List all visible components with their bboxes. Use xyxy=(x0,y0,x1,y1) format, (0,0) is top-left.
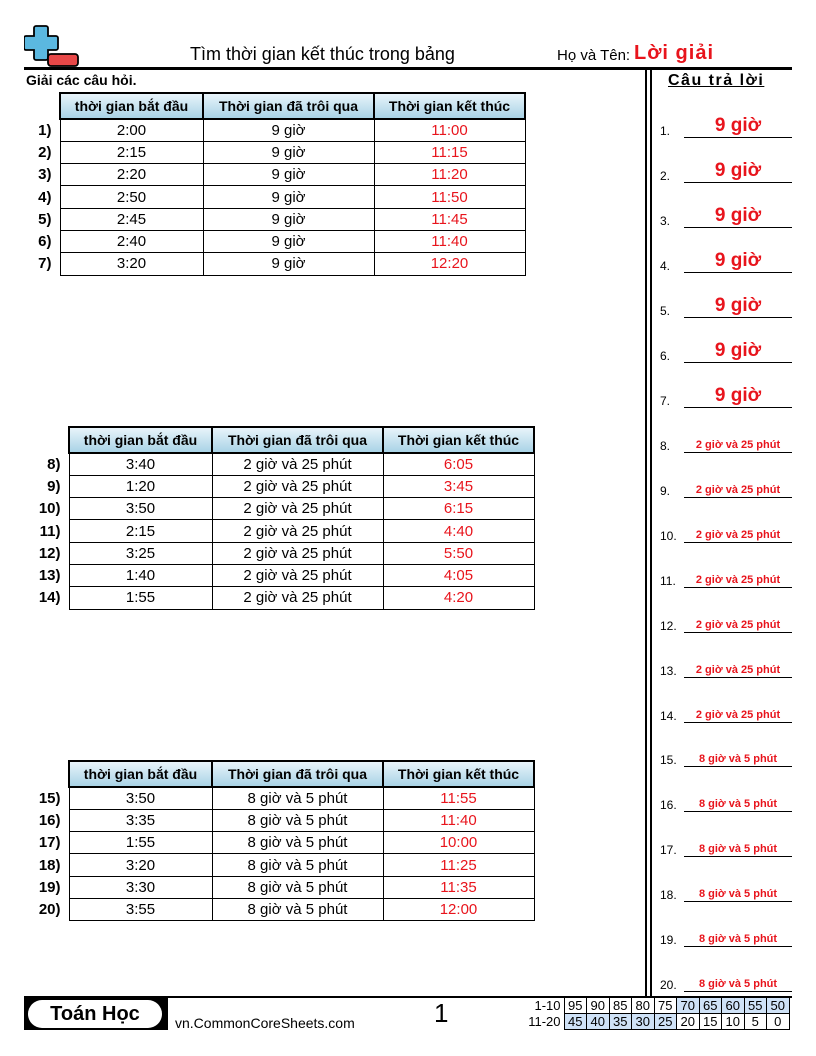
column-header-start: thời gian bắt đầu xyxy=(69,427,212,453)
column-divider xyxy=(650,67,652,997)
answer-line: 17. 8 giờ và 5 phút xyxy=(660,835,792,857)
answer-line: 11. 2 giờ và 25 phút xyxy=(660,566,792,588)
answer-line: 15. 8 giờ và 5 phút xyxy=(660,745,792,767)
table-row: 4) 2:50 9 giờ 11:50 xyxy=(28,186,525,208)
answer-line: 18. 8 giờ và 5 phút xyxy=(660,880,792,902)
answer-line: 2. 9 giờ xyxy=(660,161,792,183)
answer-line: 1. 9 giờ xyxy=(660,116,792,138)
question-table-2 xyxy=(28,426,535,610)
answer-line: 12. 2 giờ và 25 phút xyxy=(660,611,792,633)
score-row: 11-20 45 40 35 30 25 20 15 10 5 0 xyxy=(528,1014,789,1030)
answer-line: 13. 2 giờ và 25 phút xyxy=(660,656,792,678)
answer-line: 4. 9 giờ xyxy=(660,251,792,273)
question-table-1 xyxy=(28,92,526,276)
column-header-end: Thời gian kết thúc xyxy=(383,427,534,453)
table-row: 9) 1:20 2 giờ và 25 phút 3:45 xyxy=(28,475,534,497)
plus-minus-icon xyxy=(24,24,80,68)
column-header-elapsed: Thời gian đã trôi qua xyxy=(203,93,374,119)
answer-line: 20. 8 giờ và 5 phút xyxy=(660,970,792,992)
answer-line: 5. 9 giờ xyxy=(660,296,792,318)
table-row: 13) 1:40 2 giờ và 25 phút 4:05 xyxy=(28,564,534,586)
table-row: 8) 3:40 2 giờ và 25 phút 6:05 xyxy=(28,453,534,475)
table-row: 15) 3:50 8 giờ và 5 phút 11:55 xyxy=(28,787,534,809)
table-row: 14) 1:55 2 giờ và 25 phút 4:20 xyxy=(28,587,534,609)
table-row: 1) 2:00 9 giờ 11:00 xyxy=(28,119,525,141)
column-header-end: Thời gian kết thúc xyxy=(374,93,525,119)
column-header-elapsed: Thời gian đã trôi qua xyxy=(212,427,383,453)
table-row: 20) 3:55 8 giờ và 5 phút 12:00 xyxy=(28,898,534,920)
page-number: 1 xyxy=(434,998,449,1028)
answer-line: 8. 2 giờ và 25 phút xyxy=(660,431,792,453)
column-header-start: thời gian bắt đầu xyxy=(60,93,203,119)
header-divider xyxy=(24,67,792,70)
instructions: Giải các câu hỏi. xyxy=(26,72,137,88)
column-header-end: Thời gian kết thúc xyxy=(383,761,534,787)
column-header-elapsed: Thời gian đã trôi qua xyxy=(212,761,383,787)
table-row: 19) 3:30 8 giờ và 5 phút 11:35 xyxy=(28,876,534,898)
table-row: 7) 3:20 9 giờ 12:20 xyxy=(28,253,525,275)
answer-line: 6. 9 giờ xyxy=(660,341,792,363)
table-row: 6) 2:40 9 giờ 11:40 xyxy=(28,230,525,252)
table-row: 10) 3:50 2 giờ và 25 phút 6:15 xyxy=(28,498,534,520)
answer-line: 10. 2 giờ và 25 phút xyxy=(660,521,792,543)
table-row: 17) 1:55 8 giờ và 5 phút 10:00 xyxy=(28,832,534,854)
name-value: Lời giải xyxy=(634,42,715,64)
score-row: 1-10 95 90 85 80 75 70 65 60 55 50 xyxy=(528,998,789,1014)
table-row: 16) 3:35 8 giờ và 5 phút 11:40 xyxy=(28,809,534,831)
answer-line: 16. 8 giờ và 5 phút xyxy=(660,790,792,812)
answer-line: 3. 9 giờ xyxy=(660,206,792,228)
table-row: 12) 3:25 2 giờ và 25 phút 5:50 xyxy=(28,542,534,564)
answer-line: 7. 9 giờ xyxy=(660,386,792,408)
table-row: 18) 3:20 8 giờ và 5 phút 11:25 xyxy=(28,854,534,876)
site-link[interactable]: vn.CommonCoreSheets.com xyxy=(175,1015,355,1031)
table-row: 2) 2:15 9 giờ 11:15 xyxy=(28,141,525,163)
answers-title: Câu trả lời xyxy=(668,72,765,89)
table-row: 11) 2:15 2 giờ và 25 phút 4:40 xyxy=(28,520,534,542)
question-table-3 xyxy=(28,760,535,921)
answer-line: 19. 8 giờ và 5 phút xyxy=(660,925,792,947)
table-row: 3) 2:20 9 giờ 11:20 xyxy=(28,164,525,186)
score-table xyxy=(528,997,790,1030)
column-header-start: thời gian bắt đầu xyxy=(69,761,212,787)
name-label: Họ và Tên: xyxy=(557,47,631,64)
answer-line: 14. 2 giờ và 25 phút xyxy=(660,701,792,723)
brand-label: Toán Học xyxy=(28,1000,162,1028)
table-row: 5) 2:45 9 giờ 11:45 xyxy=(28,208,525,230)
column-divider xyxy=(645,67,647,997)
page-title: Tìm thời gian kết thúc trong bảng xyxy=(190,44,455,64)
answer-line: 9. 2 giờ và 25 phút xyxy=(660,476,792,498)
